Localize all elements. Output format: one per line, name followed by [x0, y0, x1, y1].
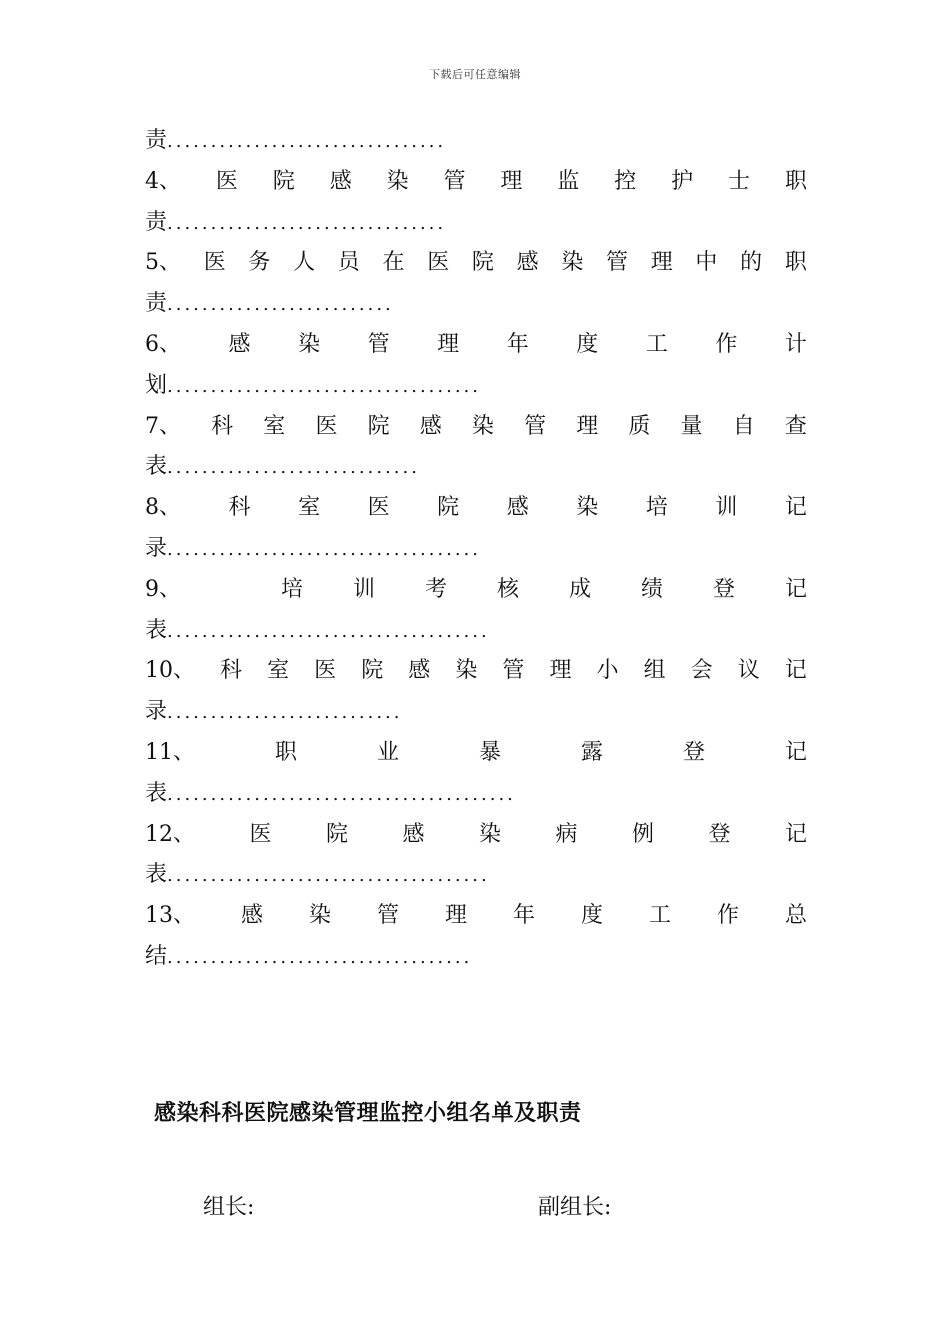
toc-entry-char: 职	[784, 168, 807, 194]
toc-entry-char: 院	[471, 250, 494, 276]
toc-dot-leader: ....................................	[167, 538, 481, 560]
toc-entry-char: 理	[576, 413, 599, 439]
toc-entry-char: 露	[580, 739, 603, 765]
toc-entry-char: 作	[716, 903, 739, 929]
toc-entry-char: 管	[376, 903, 399, 929]
toc-entry-tail-char: 录	[145, 699, 168, 725]
toc-entry-char: 训	[715, 495, 738, 521]
toc-entry-tail-char: 结	[145, 943, 168, 969]
toc-entry-char: 登	[682, 739, 705, 765]
toc-dot-leader: .....................................	[167, 865, 490, 887]
toc-entry-tail	[145, 937, 807, 978]
toc-entry-char: 自	[732, 413, 755, 439]
toc-entry-char: 染	[455, 658, 478, 684]
toc-entry-char: 医	[249, 821, 272, 847]
deputy-leader-label: 副组长:	[538, 1195, 612, 1220]
toc-entry-heading	[145, 733, 807, 774]
toc-entry-char: 小	[596, 658, 619, 684]
toc-entry-char: 职	[274, 739, 297, 765]
toc-entry-char: 院	[325, 821, 348, 847]
toc-entry-char: 感	[506, 495, 529, 521]
toc-entry-char: 染	[308, 903, 331, 929]
group-leader-label: 组长:	[203, 1195, 255, 1220]
toc-entry-number: 6、	[145, 331, 181, 357]
toc-entry-char: 登	[712, 576, 735, 602]
toc-entry-char: 室	[263, 413, 286, 439]
toc-entry-char: 染	[576, 495, 599, 521]
toc-entry-char: 记	[784, 739, 807, 765]
toc-entry-tail	[145, 611, 807, 652]
toc-entry-char: 暴	[478, 739, 501, 765]
toc-entry-tail	[145, 692, 807, 733]
toc-entry-char: 总	[784, 903, 807, 929]
toc-entry-char: 组	[643, 658, 666, 684]
toc-entry-char: 记	[784, 495, 807, 521]
toc-dot-leader: .....................................	[167, 620, 490, 642]
toc-entry-char: 染	[471, 413, 494, 439]
toc-entry-heading	[145, 243, 807, 284]
toc-entry-char: 人	[293, 250, 316, 276]
toc-entry-char: 记	[784, 576, 807, 602]
toc-entry-number: 9、	[145, 576, 181, 602]
toc-dot-leader: ...................................	[167, 946, 473, 968]
toc-entry-char: 院	[367, 413, 390, 439]
toc-entry-char: 感	[329, 168, 352, 194]
toc-dot-leader: .............................	[167, 457, 420, 479]
toc-entry-char: 培	[280, 576, 303, 602]
toc-entry-char: 医	[427, 250, 450, 276]
toc-entry-tail	[145, 447, 807, 488]
toc-dot-leader: ..........................	[167, 294, 394, 316]
toc-entry-char: 计	[784, 331, 807, 357]
toc-entry-tail-char: 表	[145, 454, 168, 480]
toc-entry-char: 工	[645, 331, 668, 357]
toc-entry-char: 考	[424, 576, 447, 602]
toc-entry-tail	[145, 366, 807, 407]
toc-entry-number: 4、	[145, 168, 181, 194]
toc-entry-number: 5、	[145, 250, 181, 276]
toc-entry-char: 记	[784, 821, 807, 847]
toc-entry-char: 度	[576, 331, 599, 357]
toc-entry-char: 会	[690, 658, 713, 684]
toc-entry-char: 年	[512, 903, 535, 929]
toc-entry-char: 管	[443, 168, 466, 194]
toc-entry-heading	[145, 570, 807, 611]
toc-entry-char: 染	[386, 168, 409, 194]
toc-entry-char: 例	[631, 821, 654, 847]
toc-entry-char: 士	[728, 168, 751, 194]
toc-entry-char: 员	[337, 250, 360, 276]
toc-entry-tail-char: 责	[145, 291, 168, 317]
toc-entry-char: 成	[568, 576, 591, 602]
toc-entry-char: 业	[376, 739, 399, 765]
toc-entry-heading	[145, 325, 807, 366]
toc-entry-number: 8、	[145, 495, 181, 521]
toc-entry-char: 中	[695, 250, 718, 276]
toc-entry-tail-char: 表	[145, 780, 168, 806]
toc-entry-char: 议	[737, 658, 760, 684]
toc-entry-tail	[145, 529, 807, 570]
toc-entry-heading	[145, 896, 807, 937]
toc-entry-tail-char: 责	[145, 209, 168, 235]
toc-entry-char: 训	[352, 576, 375, 602]
toc-entry-tail-char: 录	[145, 535, 168, 561]
toc-entry-char: 工	[648, 903, 671, 929]
toc-entry-char: 感	[228, 331, 251, 357]
toc-entry-char: 管	[502, 658, 525, 684]
toc-entry-char: 感	[402, 821, 425, 847]
toc-entry-char: 培	[645, 495, 668, 521]
toc-entry-number: 7、	[145, 413, 181, 439]
toc-entry-char: 理	[549, 658, 572, 684]
toc-entry-char: 管	[367, 331, 390, 357]
toc-entry-char: 在	[382, 250, 405, 276]
toc-entry-tail	[145, 121, 807, 162]
toc-entry-char: 染	[478, 821, 501, 847]
toc-entry-char: 绩	[640, 576, 663, 602]
toc-entry-char: 记	[784, 658, 807, 684]
toc-entry-heading	[145, 407, 807, 448]
toc-entry-tail	[145, 774, 807, 815]
toc-entry-heading	[145, 651, 807, 692]
toc-entry-char: 理	[437, 331, 460, 357]
toc-entry-char: 感	[516, 250, 539, 276]
toc-entry-tail-char: 表	[145, 862, 168, 888]
table-of-contents	[145, 121, 807, 978]
toc-entry-number: 11、	[145, 739, 195, 765]
toc-entry-tail-char: 表	[145, 617, 168, 643]
toc-entry-char: 科	[211, 413, 234, 439]
toc-entry-number: 10、	[145, 658, 195, 684]
toc-entry-char: 医	[203, 250, 226, 276]
toc-entry-char: 管	[606, 250, 629, 276]
toc-entry-char: 量	[680, 413, 703, 439]
toc-dot-leader: ................................	[167, 212, 447, 234]
toc-entry-char: 度	[580, 903, 603, 929]
toc-entry-char: 室	[267, 658, 290, 684]
toc-entry-number: 13、	[145, 903, 195, 929]
toc-dot-leader: ....................................	[167, 375, 481, 397]
toc-entry-char: 理	[650, 250, 673, 276]
toc-entry-char: 感	[240, 903, 263, 929]
toc-entry-char: 室	[298, 495, 321, 521]
toc-entry-char: 院	[437, 495, 460, 521]
toc-dot-leader: ........................................	[167, 783, 516, 805]
toc-entry-char: 质	[628, 413, 651, 439]
toc-entry-char: 务	[248, 250, 271, 276]
section-title: 感染科科医院感染管理监控小组名单及职责	[154, 1100, 582, 1126]
toc-entry-heading	[145, 815, 807, 856]
toc-entry-char: 护	[671, 168, 694, 194]
toc-dot-leader: ................................	[167, 131, 447, 152]
toc-entry-char: 查	[784, 413, 807, 439]
toc-entry-char: 年	[506, 331, 529, 357]
toc-entry-char: 理	[444, 903, 467, 929]
toc-entry-char: 控	[614, 168, 637, 194]
toc-entry-char: 医	[315, 413, 338, 439]
toc-entry-char: 科	[220, 658, 243, 684]
toc-entry-char: 科	[228, 495, 251, 521]
toc-entry-char: 核	[496, 576, 519, 602]
toc-entry-char: 院	[361, 658, 384, 684]
toc-entry-char: 医	[367, 495, 390, 521]
toc-entry-char: 理	[500, 168, 523, 194]
toc-entry-tail-char: 划	[145, 372, 168, 398]
toc-entry-char: 感	[419, 413, 442, 439]
toc-entry-char: 医	[314, 658, 337, 684]
toc-entry-heading	[145, 488, 807, 529]
toc-entry-char: 院	[272, 168, 295, 194]
toc-entry-char: 作	[715, 331, 738, 357]
toc-entry-tail-char: 责	[145, 128, 168, 153]
toc-entry-char: 医	[215, 168, 238, 194]
toc-entry-char: 感	[408, 658, 431, 684]
toc-entry-heading	[145, 162, 807, 203]
toc-entry-char: 病	[555, 821, 578, 847]
toc-entry-tail	[145, 203, 807, 244]
toc-entry-char: 染	[561, 250, 584, 276]
toc-entry-tail	[145, 855, 807, 896]
toc-entry-char: 监	[557, 168, 580, 194]
toc-entry-char: 登	[708, 821, 731, 847]
toc-entry-char: 的	[740, 250, 763, 276]
toc-entry-char: 染	[298, 331, 321, 357]
toc-dot-leader: ...........................	[167, 702, 403, 724]
toc-entry-number: 12、	[145, 821, 195, 847]
page-header-note: 下载后可任意编辑	[429, 68, 521, 81]
toc-entry-tail	[145, 284, 807, 325]
toc-entry-char: 管	[524, 413, 547, 439]
toc-entry-char: 职	[784, 250, 807, 276]
